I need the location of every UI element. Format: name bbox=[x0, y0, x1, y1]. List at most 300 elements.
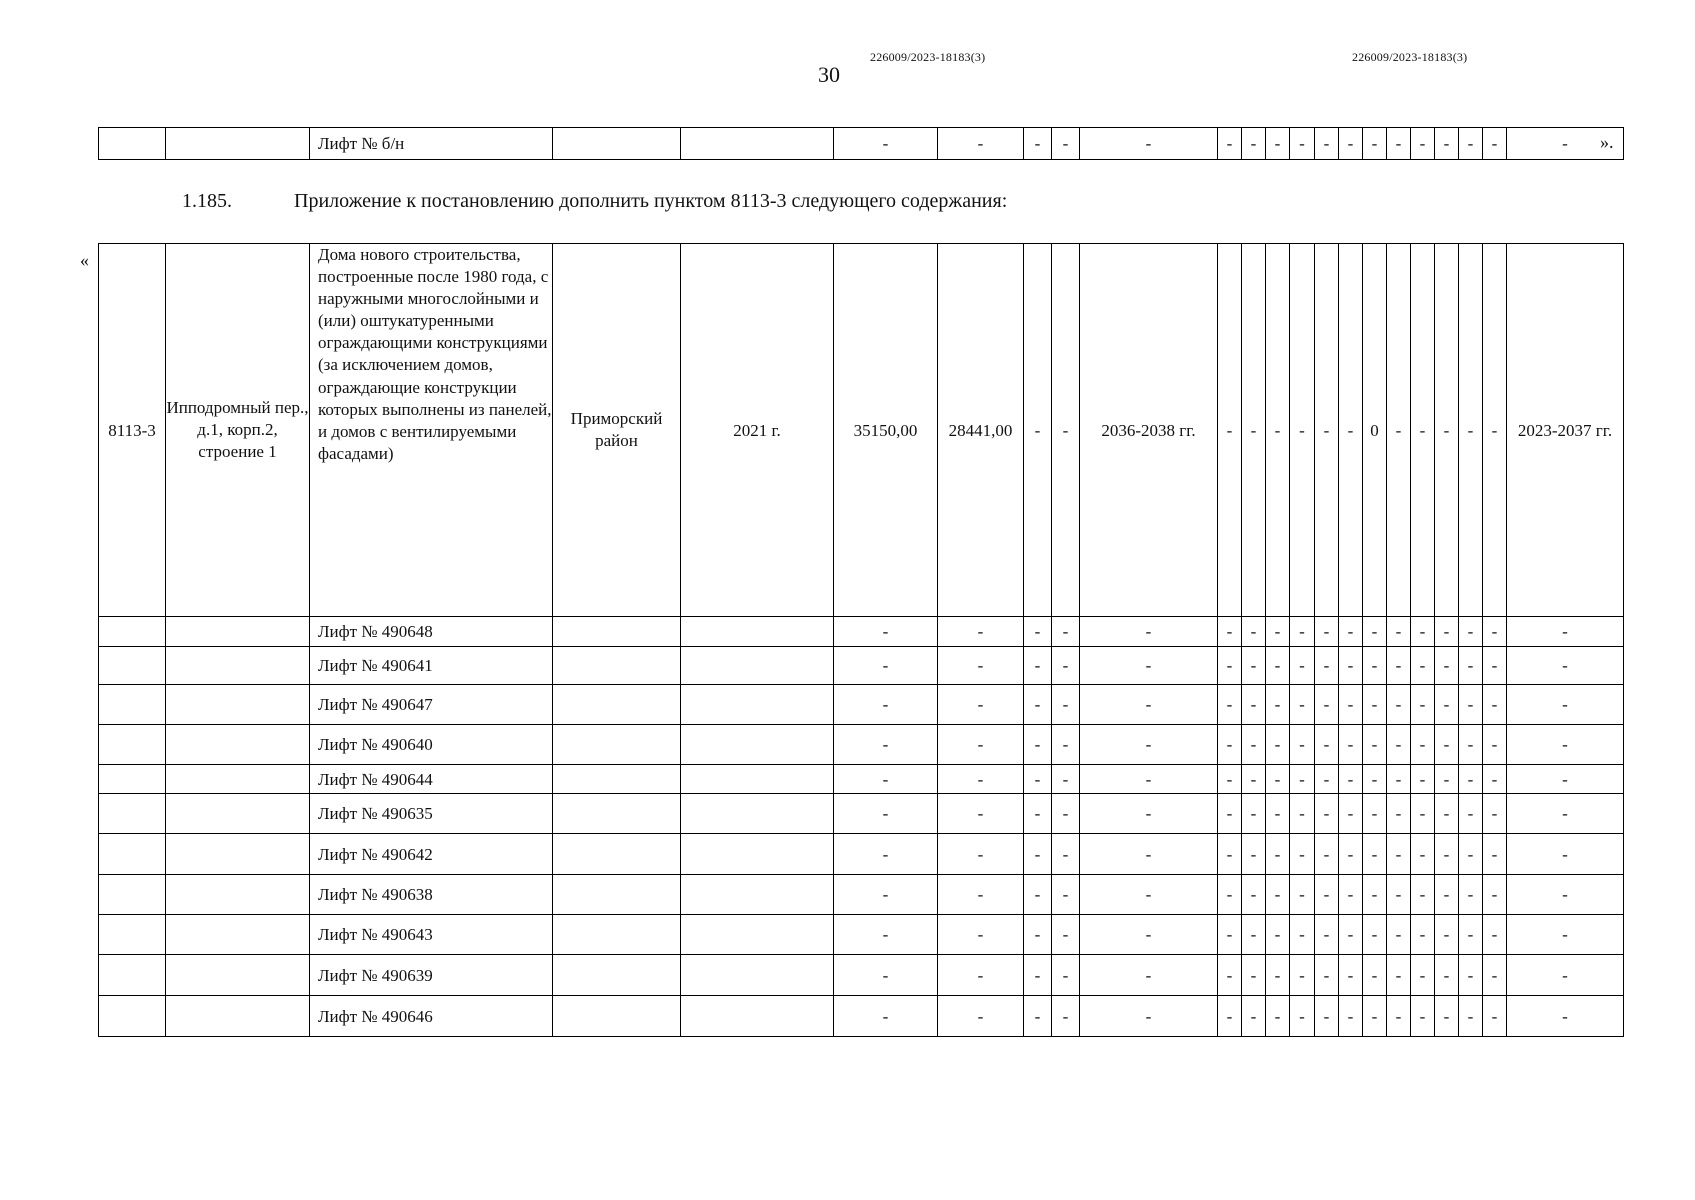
dash-cell: - bbox=[1411, 875, 1435, 915]
district-cell bbox=[553, 915, 681, 955]
year-cell bbox=[681, 834, 834, 875]
district-cell bbox=[553, 685, 681, 725]
elevator-row bbox=[99, 765, 1624, 794]
closing-quote: ». bbox=[1600, 132, 1614, 152]
dash-cell: - bbox=[1411, 128, 1435, 160]
table-row bbox=[99, 128, 1624, 160]
dash-cell: - bbox=[1339, 244, 1363, 617]
object-label: Лифт № 490646 bbox=[310, 996, 553, 1037]
object-label: Лифт № 490642 bbox=[310, 834, 553, 875]
dash-cell: - bbox=[834, 128, 938, 160]
object-label: Лифт № 490643 bbox=[310, 915, 553, 955]
object-label: Лифт № 490644 bbox=[310, 765, 553, 794]
dash-cell: - bbox=[1363, 647, 1387, 685]
dash-cell: - bbox=[1459, 244, 1483, 617]
dash-cell: - bbox=[1459, 128, 1483, 160]
address-cell bbox=[166, 875, 310, 915]
year-cell bbox=[681, 128, 834, 160]
dash-cell: - bbox=[1266, 647, 1290, 685]
district-cell bbox=[553, 875, 681, 915]
district-cell bbox=[553, 794, 681, 834]
dash-cell: - bbox=[834, 955, 938, 996]
dash-cell: - bbox=[1459, 765, 1483, 794]
address-cell bbox=[166, 647, 310, 685]
dash-cell: - bbox=[938, 725, 1024, 765]
year-cell bbox=[681, 725, 834, 765]
dash-cell: - bbox=[1435, 128, 1459, 160]
address-cell bbox=[166, 794, 310, 834]
dash-cell: - bbox=[1435, 794, 1459, 834]
year-cell bbox=[681, 955, 834, 996]
dash-cell: - bbox=[1435, 725, 1459, 765]
dash-cell: - bbox=[1387, 834, 1411, 875]
dash-cell: - bbox=[1266, 955, 1290, 996]
district: Приморский район bbox=[553, 244, 681, 617]
dash-cell: - bbox=[1290, 128, 1315, 160]
object-label: Лифт № б/н bbox=[310, 128, 553, 160]
period: 2036-2038 гг. bbox=[1080, 244, 1218, 617]
elevator-row bbox=[99, 955, 1624, 996]
dash-cell: - bbox=[1080, 685, 1218, 725]
number-cell bbox=[99, 794, 166, 834]
dash-cell: - bbox=[1218, 647, 1242, 685]
dash-cell: - bbox=[1483, 647, 1507, 685]
address-cell bbox=[166, 955, 310, 996]
dash-cell: - bbox=[1483, 725, 1507, 765]
year-cell bbox=[681, 794, 834, 834]
dash-cell: - bbox=[1080, 955, 1218, 996]
dash-cell: - bbox=[1080, 617, 1218, 647]
dash-cell: - bbox=[1339, 647, 1363, 685]
dash-cell: - bbox=[1080, 647, 1218, 685]
dash-cell: - bbox=[1363, 875, 1387, 915]
dash-cell: - bbox=[1052, 955, 1080, 996]
dash-cell: - bbox=[1266, 996, 1290, 1037]
dash-cell: - bbox=[1242, 875, 1266, 915]
dash-cell: - bbox=[1411, 996, 1435, 1037]
dash-cell: - bbox=[1363, 794, 1387, 834]
object-label: Лифт № 490639 bbox=[310, 955, 553, 996]
item-number: 8113-3 bbox=[99, 244, 166, 617]
dash-cell: - bbox=[1387, 647, 1411, 685]
dash-cell: - bbox=[1242, 955, 1266, 996]
dash-cell: - bbox=[1363, 834, 1387, 875]
dash-cell: - bbox=[1218, 794, 1242, 834]
dash-cell: - bbox=[1411, 647, 1435, 685]
year: 2021 г. bbox=[681, 244, 834, 617]
address: Ипподромный пер., д.1, корп.2, строение 1 bbox=[166, 244, 310, 617]
district-cell bbox=[553, 996, 681, 1037]
amendment-table bbox=[98, 243, 1624, 1037]
dash-cell: - bbox=[1483, 765, 1507, 794]
dash-cell: - bbox=[1483, 875, 1507, 915]
dash-cell: - bbox=[1411, 617, 1435, 647]
elevator-row bbox=[99, 996, 1624, 1037]
dash-cell: - bbox=[1080, 128, 1218, 160]
object-label: Лифт № 490648 bbox=[310, 617, 553, 647]
previous-table-tail bbox=[98, 127, 1624, 160]
dash-cell: - bbox=[1218, 875, 1242, 915]
dash-cell: - bbox=[1435, 955, 1459, 996]
dash-cell: - bbox=[1339, 996, 1363, 1037]
dash-cell: - bbox=[1483, 794, 1507, 834]
dash-cell: - bbox=[1483, 955, 1507, 996]
dash-cell: - bbox=[1483, 834, 1507, 875]
address-cell bbox=[166, 996, 310, 1037]
dash-cell: - bbox=[1507, 128, 1624, 160]
dash-cell: - bbox=[1387, 128, 1411, 160]
dash-cell: - bbox=[1363, 725, 1387, 765]
dash-cell: - bbox=[1339, 128, 1363, 160]
dash-cell: - bbox=[1290, 617, 1315, 647]
district-cell bbox=[553, 647, 681, 685]
dash-cell: - bbox=[1024, 834, 1052, 875]
dash-cell: - bbox=[1266, 128, 1290, 160]
dash-cell: - bbox=[1387, 244, 1411, 617]
dash-cell: - bbox=[1080, 725, 1218, 765]
number-cell bbox=[99, 647, 166, 685]
dash-cell: - bbox=[1387, 915, 1411, 955]
dash-cell: - bbox=[1266, 834, 1290, 875]
address-cell bbox=[166, 685, 310, 725]
dash-cell: - bbox=[1363, 685, 1387, 725]
dash-cell: - bbox=[1387, 794, 1411, 834]
dash-cell: - bbox=[1218, 685, 1242, 725]
object-label: Лифт № 490641 bbox=[310, 647, 553, 685]
number-cell bbox=[99, 765, 166, 794]
dash-cell: - bbox=[1052, 244, 1080, 617]
dash-cell: - bbox=[938, 996, 1024, 1037]
dash-cell: - bbox=[1459, 915, 1483, 955]
dash-cell: - bbox=[1290, 685, 1315, 725]
dash-cell: - bbox=[1080, 996, 1218, 1037]
dash-cell: - bbox=[1024, 617, 1052, 647]
address-cell bbox=[166, 128, 310, 160]
dash-cell: - bbox=[1242, 725, 1266, 765]
dash-cell: - bbox=[1218, 725, 1242, 765]
dash-cell: - bbox=[1315, 794, 1339, 834]
dash-cell: - bbox=[1080, 834, 1218, 875]
dash-cell: - bbox=[1024, 955, 1052, 996]
dash-cell: - bbox=[1507, 834, 1624, 875]
dash-cell: - bbox=[1411, 244, 1435, 617]
dash-cell: - bbox=[1290, 996, 1315, 1037]
dash-cell: - bbox=[1266, 617, 1290, 647]
dash-cell: - bbox=[1024, 685, 1052, 725]
dash-cell: - bbox=[1483, 915, 1507, 955]
dash-cell: - bbox=[1218, 765, 1242, 794]
dash-cell: - bbox=[1315, 725, 1339, 765]
elevator-row bbox=[99, 915, 1624, 955]
dash-cell: - bbox=[1507, 725, 1624, 765]
dash-cell: - bbox=[938, 647, 1024, 685]
building-type: Дома нового строительства, построенные после 1980 года, с наружными многослойными и (или) оштукатуренными ограждающими конструкциями (за исключением домов, ограждающие конструкции которых выполнены из панелей, и домов с вентилируемыми фасадами) bbox=[310, 244, 553, 617]
dash-cell: - bbox=[1290, 647, 1315, 685]
district-cell bbox=[553, 955, 681, 996]
dash-cell: - bbox=[1411, 834, 1435, 875]
dash-cell: - bbox=[1507, 647, 1624, 685]
year-cell bbox=[681, 996, 834, 1037]
dash-cell: - bbox=[1483, 244, 1507, 617]
dash-cell: - bbox=[1218, 617, 1242, 647]
dash-cell: - bbox=[1387, 765, 1411, 794]
dash-cell: - bbox=[1459, 794, 1483, 834]
dash-cell: - bbox=[834, 915, 938, 955]
dash-cell: - bbox=[1266, 244, 1290, 617]
dash-cell: - bbox=[1024, 244, 1052, 617]
living-area: 28441,00 bbox=[938, 244, 1024, 617]
dash-cell: - bbox=[1315, 617, 1339, 647]
dash-cell: - bbox=[834, 794, 938, 834]
number-cell bbox=[99, 834, 166, 875]
dash-cell: - bbox=[1218, 244, 1242, 617]
dash-cell: - bbox=[1363, 765, 1387, 794]
dash-cell: - bbox=[1339, 725, 1363, 765]
address-cell bbox=[166, 765, 310, 794]
elevator-row bbox=[99, 794, 1624, 834]
dash-cell: - bbox=[1080, 765, 1218, 794]
district-cell bbox=[553, 617, 681, 647]
dash-cell: - bbox=[834, 725, 938, 765]
object-label: Лифт № 490647 bbox=[310, 685, 553, 725]
dash-cell: - bbox=[938, 617, 1024, 647]
dash-cell: - bbox=[1387, 685, 1411, 725]
object-label: Лифт № 490635 bbox=[310, 794, 553, 834]
dash-cell: - bbox=[1218, 834, 1242, 875]
dash-cell: - bbox=[938, 915, 1024, 955]
object-label: Лифт № 490640 bbox=[310, 725, 553, 765]
dash-cell: - bbox=[1052, 996, 1080, 1037]
address-cell bbox=[166, 915, 310, 955]
dash-cell: - bbox=[1507, 996, 1624, 1037]
dash-cell: - bbox=[1052, 617, 1080, 647]
dash-cell: - bbox=[1411, 685, 1435, 725]
elevator-row bbox=[99, 617, 1624, 647]
dash-cell: - bbox=[1339, 617, 1363, 647]
dash-cell: - bbox=[1242, 834, 1266, 875]
dash-cell: - bbox=[1052, 647, 1080, 685]
number-cell bbox=[99, 617, 166, 647]
dash-cell: - bbox=[1459, 834, 1483, 875]
address-cell bbox=[166, 834, 310, 875]
dash-cell: - bbox=[1218, 955, 1242, 996]
dash-cell: - bbox=[1080, 875, 1218, 915]
dash-cell: - bbox=[834, 996, 938, 1037]
year-cell bbox=[681, 765, 834, 794]
dash-cell: - bbox=[1052, 765, 1080, 794]
dash-cell: - bbox=[1483, 617, 1507, 647]
dash-cell: - bbox=[1507, 685, 1624, 725]
opening-quote: « bbox=[80, 250, 89, 270]
dash-cell: - bbox=[1052, 725, 1080, 765]
dash-cell: - bbox=[1435, 915, 1459, 955]
dash-cell: - bbox=[1024, 647, 1052, 685]
dash-cell: - bbox=[1483, 996, 1507, 1037]
dash-cell: - bbox=[1435, 875, 1459, 915]
dash-cell: - bbox=[1363, 617, 1387, 647]
dash-cell: - bbox=[1315, 647, 1339, 685]
dash-cell: - bbox=[1387, 725, 1411, 765]
dash-cell: - bbox=[1290, 955, 1315, 996]
dash-cell: - bbox=[1242, 128, 1266, 160]
dash-cell: - bbox=[1052, 685, 1080, 725]
dash-cell: - bbox=[1290, 875, 1315, 915]
dash-cell: - bbox=[1507, 875, 1624, 915]
dash-cell: - bbox=[1339, 915, 1363, 955]
number-cell bbox=[99, 128, 166, 160]
dash-cell: - bbox=[1315, 128, 1339, 160]
district-cell bbox=[553, 128, 681, 160]
dash-cell: - bbox=[1411, 794, 1435, 834]
address-cell bbox=[166, 725, 310, 765]
dash-cell: - bbox=[1339, 834, 1363, 875]
district-cell bbox=[553, 725, 681, 765]
dash-cell: - bbox=[1507, 765, 1624, 794]
dash-cell: - bbox=[1435, 834, 1459, 875]
dash-cell: - bbox=[1363, 996, 1387, 1037]
object-label: Лифт № 490638 bbox=[310, 875, 553, 915]
number-cell bbox=[99, 725, 166, 765]
dash-cell: - bbox=[1435, 685, 1459, 725]
dash-cell: - bbox=[1387, 617, 1411, 647]
dash-cell: - bbox=[1290, 765, 1315, 794]
dash-cell: - bbox=[1435, 244, 1459, 617]
dash-cell: - bbox=[1435, 617, 1459, 647]
number-cell bbox=[99, 955, 166, 996]
number-cell bbox=[99, 685, 166, 725]
dash-cell: - bbox=[1459, 617, 1483, 647]
dash-cell: - bbox=[1507, 915, 1624, 955]
paragraph-text: Приложение к постановлению дополнить пунктом 8113-3 следующего содержания: bbox=[294, 190, 1008, 212]
dash-cell: - bbox=[938, 128, 1024, 160]
dash-cell: - bbox=[1411, 725, 1435, 765]
end-period: 2023-2037 гг. bbox=[1507, 244, 1624, 617]
dash-cell: - bbox=[1218, 128, 1242, 160]
dash-cell: - bbox=[1266, 725, 1290, 765]
dash-cell: - bbox=[1411, 955, 1435, 996]
dash-cell: - bbox=[834, 765, 938, 794]
dash-cell: - bbox=[1339, 794, 1363, 834]
dash-cell: - bbox=[1024, 915, 1052, 955]
dash-cell: - bbox=[1024, 875, 1052, 915]
elevator-row bbox=[99, 834, 1624, 875]
dash-cell: - bbox=[1242, 765, 1266, 794]
dash-cell: - bbox=[1315, 685, 1339, 725]
dash-cell: - bbox=[834, 647, 938, 685]
dash-cell: - bbox=[1459, 955, 1483, 996]
dash-cell: - bbox=[1080, 915, 1218, 955]
paragraph-number: 1.185. bbox=[182, 190, 232, 212]
dash-cell: - bbox=[1242, 685, 1266, 725]
address-cell bbox=[166, 617, 310, 647]
dash-cell: - bbox=[1363, 915, 1387, 955]
dash-cell: - bbox=[938, 685, 1024, 725]
dash-cell: - bbox=[1052, 834, 1080, 875]
dash-cell: - bbox=[834, 875, 938, 915]
dash-cell: - bbox=[1024, 765, 1052, 794]
dash-cell: - bbox=[1315, 875, 1339, 915]
dash-cell: - bbox=[1483, 685, 1507, 725]
dash-cell: - bbox=[1024, 128, 1052, 160]
registration-number: 226009/2023-18183(3) bbox=[870, 50, 986, 64]
dash-cell: - bbox=[1459, 725, 1483, 765]
elevator-row bbox=[99, 647, 1624, 685]
dash-cell: - bbox=[1266, 915, 1290, 955]
dash-cell: - bbox=[1315, 955, 1339, 996]
dash-cell: - bbox=[1290, 244, 1315, 617]
year-cell bbox=[681, 647, 834, 685]
dash-cell: - bbox=[1459, 685, 1483, 725]
dash-cell: - bbox=[1315, 244, 1339, 617]
dash-cell: - bbox=[1459, 996, 1483, 1037]
dash-cell: - bbox=[1242, 996, 1266, 1037]
dash-cell: - bbox=[1080, 794, 1218, 834]
dash-cell: - bbox=[1242, 794, 1266, 834]
dash-cell: - bbox=[1507, 794, 1624, 834]
dash-cell: - bbox=[1339, 685, 1363, 725]
dash-cell: - bbox=[1387, 875, 1411, 915]
dash-cell: - bbox=[1290, 725, 1315, 765]
dash-cell: - bbox=[1242, 647, 1266, 685]
dash-cell: - bbox=[1242, 244, 1266, 617]
dash-cell: - bbox=[1024, 725, 1052, 765]
dash-cell: - bbox=[1290, 915, 1315, 955]
dash-cell: - bbox=[1435, 765, 1459, 794]
dash-cell: - bbox=[1507, 617, 1624, 647]
dash-cell: - bbox=[1266, 765, 1290, 794]
dash-cell: - bbox=[1266, 794, 1290, 834]
dash-cell: - bbox=[1315, 834, 1339, 875]
dash-cell: - bbox=[1315, 996, 1339, 1037]
dash-cell: - bbox=[1218, 996, 1242, 1037]
dash-cell: - bbox=[834, 617, 938, 647]
dash-cell: - bbox=[834, 685, 938, 725]
dash-cell: - bbox=[1387, 996, 1411, 1037]
dash-cell: - bbox=[1052, 915, 1080, 955]
dash-cell: - bbox=[1315, 915, 1339, 955]
year-cell bbox=[681, 685, 834, 725]
dash-cell: - bbox=[938, 794, 1024, 834]
dash-cell: - bbox=[1290, 794, 1315, 834]
dash-cell: - bbox=[1339, 955, 1363, 996]
dash-cell: - bbox=[1459, 647, 1483, 685]
dash-cell: - bbox=[1435, 647, 1459, 685]
dash-cell: - bbox=[1411, 765, 1435, 794]
dash-cell: - bbox=[1242, 915, 1266, 955]
elevator-row bbox=[99, 685, 1624, 725]
dash-cell: - bbox=[1024, 794, 1052, 834]
year-cell bbox=[681, 875, 834, 915]
table-row bbox=[99, 244, 1624, 617]
dash-cell: - bbox=[1435, 996, 1459, 1037]
zero-value: 0 bbox=[1363, 244, 1387, 617]
year-cell bbox=[681, 915, 834, 955]
dash-cell: - bbox=[1290, 834, 1315, 875]
dash-cell: - bbox=[1024, 996, 1052, 1037]
district-cell bbox=[553, 765, 681, 794]
dash-cell: - bbox=[1339, 875, 1363, 915]
dash-cell: - bbox=[1266, 685, 1290, 725]
registration-number: 226009/2023-18183(3) bbox=[1352, 50, 1468, 64]
dash-cell: - bbox=[1052, 875, 1080, 915]
dash-cell: - bbox=[1363, 128, 1387, 160]
dash-cell: - bbox=[1363, 955, 1387, 996]
dash-cell: - bbox=[1266, 875, 1290, 915]
dash-cell: - bbox=[938, 875, 1024, 915]
dash-cell: - bbox=[938, 765, 1024, 794]
dash-cell: - bbox=[1052, 794, 1080, 834]
number-cell bbox=[99, 996, 166, 1037]
